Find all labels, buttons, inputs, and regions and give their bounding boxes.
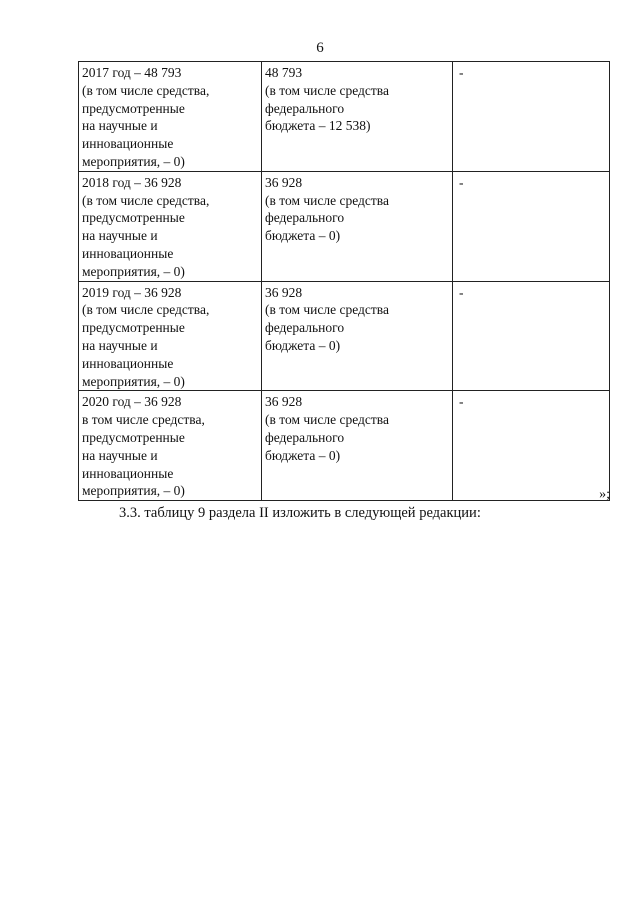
cell-line: (в том числе средства [265, 412, 389, 428]
cell-line: бюджета – 0) [265, 447, 341, 463]
table-row [79, 281, 610, 391]
closing-quote-mark: »; [599, 487, 610, 502]
cell-line: 2019 год – 36 928 [82, 284, 182, 300]
other-sources-cell [453, 281, 610, 391]
cell-line: федерального [265, 320, 345, 336]
year-total-cell [79, 281, 262, 391]
dash-value: - [459, 65, 464, 80]
cell-line: предусмотренные [82, 210, 185, 226]
cell-line: (в том числе средства, [82, 82, 210, 98]
cell-line: мероприятия, – 0) [82, 263, 185, 279]
other-sources-cell [453, 391, 610, 501]
page-number: 6 [316, 40, 324, 56]
cell-line: в том числе средства, [82, 412, 205, 428]
cell-line: 2018 год – 36 928 [82, 174, 182, 190]
cell-line: мероприятия, – 0) [82, 373, 185, 389]
cell-line: (в том числе средства [265, 192, 389, 208]
cell-line: предусмотренные [82, 100, 185, 116]
cell-line: инновационные [82, 355, 174, 371]
cell-line: инновационные [82, 136, 174, 152]
cell-line: 36 928 [265, 174, 303, 190]
year-total-cell [79, 391, 262, 501]
table-row [79, 171, 610, 281]
dash-value: - [459, 284, 464, 300]
cell-line: (в том числе средства, [82, 302, 210, 318]
instruction-paragraph: 3.3. таблицу 9 раздела II изложить в следующей редакции: [119, 505, 481, 521]
dash-value: - [459, 394, 464, 410]
budget-cell [262, 281, 453, 391]
cell-line: бюджета – 0) [265, 228, 341, 244]
cell-line: федерального [265, 429, 345, 445]
cell-line: 2017 год – 48 793 [82, 65, 182, 80]
cell-line: (в том числе средства, [82, 192, 210, 208]
cell-line: предусмотренные [82, 429, 185, 445]
other-sources-cell [453, 62, 610, 172]
cell-line: бюджета – 12 538) [265, 118, 371, 134]
budget-cell [262, 62, 453, 172]
cell-line: на научные и [82, 447, 158, 463]
cell-line: на научные и [82, 337, 158, 353]
cell-line: на научные и [82, 118, 158, 134]
other-sources-cell [453, 171, 610, 281]
year-total-cell [79, 62, 262, 172]
cell-line: 36 928 [265, 394, 303, 410]
cell-line: мероприятия, – 0) [82, 483, 185, 499]
funding-table [78, 61, 610, 501]
cell-line: 36 928 [265, 284, 303, 300]
cell-line: инновационные [82, 465, 174, 481]
cell-line: федерального [265, 210, 345, 226]
cell-line: мероприятия, – 0) [82, 153, 185, 169]
budget-cell [262, 391, 453, 501]
cell-line: федерального [265, 100, 345, 116]
table-row [79, 62, 610, 172]
dash-value: - [459, 174, 464, 190]
cell-line: (в том числе средства [265, 302, 389, 318]
table-row [79, 391, 610, 501]
cell-line: на научные и [82, 228, 158, 244]
cell-line: инновационные [82, 245, 174, 261]
cell-line: (в том числе средства [265, 82, 389, 98]
cell-line: 2020 год – 36 928 [82, 394, 182, 410]
budget-cell [262, 171, 453, 281]
cell-line: предусмотренные [82, 320, 185, 336]
year-total-cell [79, 171, 262, 281]
cell-line: 48 793 [265, 65, 303, 80]
cell-line: бюджета – 0) [265, 337, 341, 353]
